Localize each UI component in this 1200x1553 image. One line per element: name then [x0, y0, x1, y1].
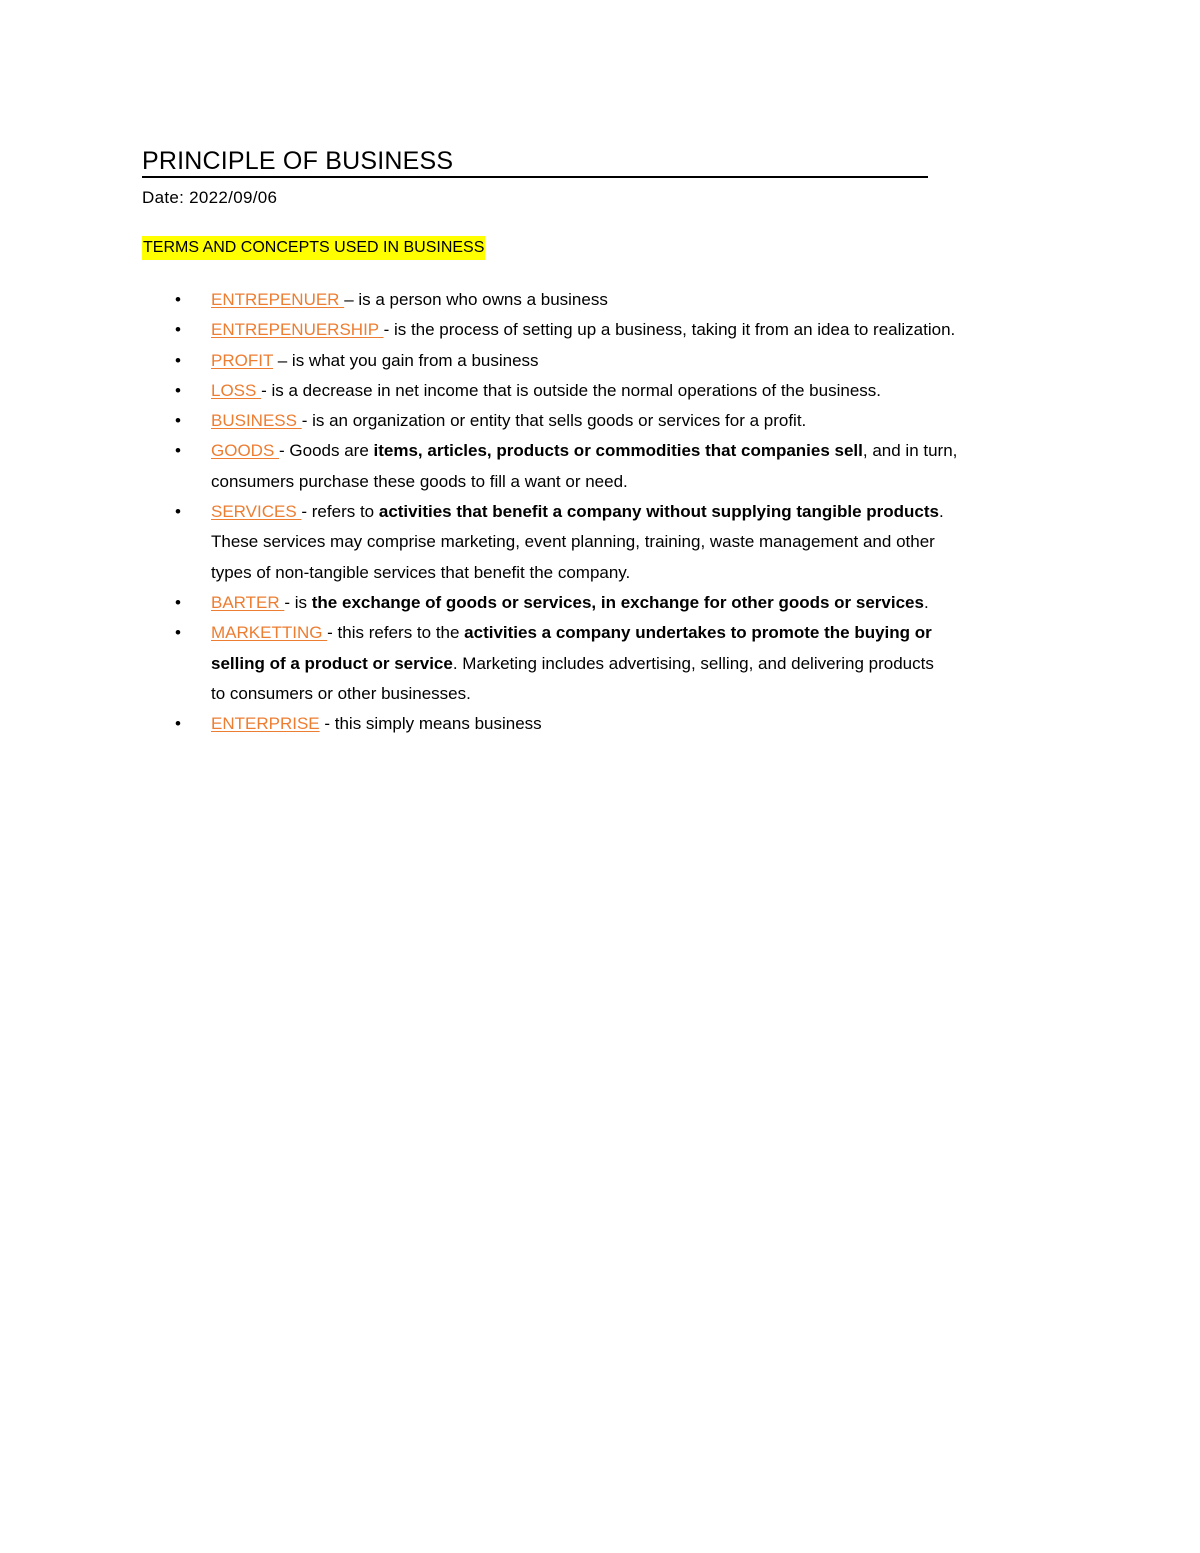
- definition-line: [211, 497, 1072, 527]
- term-label: SERVICES: [211, 502, 302, 522]
- definition-text: - refers to: [301, 502, 379, 522]
- definition-text: - this simply means business: [319, 714, 542, 734]
- list-item: [172, 406, 1072, 436]
- definition-line: [211, 346, 1072, 376]
- section-heading: TERMS AND CONCEPTS USED IN BUSINESS: [142, 236, 485, 260]
- definition-line: [211, 376, 1072, 406]
- bullet-icon: •: [175, 502, 181, 522]
- term-label: ENTREPENUER: [211, 290, 345, 309]
- definition-line: [211, 558, 1072, 588]
- definition-text: - is: [284, 592, 312, 612]
- definition-text: to consumers or other businesses.: [211, 683, 471, 703]
- definition-text: .: [938, 502, 944, 522]
- term-label: ENTREPENUERSHIP: [211, 320, 384, 340]
- definition-text: – is a person who owns a business: [344, 290, 608, 309]
- term-label: BUSINESS: [211, 411, 302, 431]
- definition-text: consumers purchase these goods to fill a want or need.: [211, 471, 628, 491]
- definition-line: [211, 406, 1072, 436]
- term-label: GOODS: [211, 441, 280, 461]
- bullet-icon: •: [175, 441, 181, 461]
- definition-text: – is what you gain from a business: [273, 350, 539, 370]
- definition-line: [211, 527, 1072, 557]
- bullet-icon: •: [175, 380, 181, 400]
- definition-text: - is an organization or entity that sells goods or services for a profit.: [301, 411, 807, 431]
- term-label: BARTER: [211, 592, 285, 612]
- bullet-icon: •: [175, 320, 181, 340]
- definition-bold-text: activities a company undertakes to promote the buying or: [464, 623, 932, 643]
- definition-bold-text: selling of a product or service: [211, 653, 453, 673]
- definition-text: - this refers to the: [327, 623, 465, 643]
- section-heading-wrap: [142, 236, 485, 260]
- definition-line: [211, 467, 1072, 497]
- terms-list: [172, 285, 1072, 739]
- definition-line: [211, 618, 1072, 648]
- definition-bold-text: items, articles, products or commodities that companies sell: [373, 441, 863, 461]
- list-item: [172, 285, 1072, 315]
- list-item: [172, 618, 1072, 709]
- list-item: [172, 376, 1072, 406]
- definition-text: - is a decrease in net income that is outside the normal operations of the business.: [261, 380, 881, 400]
- list-item: [172, 315, 1072, 345]
- bullet-icon: •: [175, 592, 181, 612]
- term-label: MARKETTING: [211, 623, 328, 643]
- definition-text: types of non-tangible services that benefit the company.: [211, 562, 631, 582]
- term-label: LOSS: [211, 380, 262, 400]
- bullet-icon: •: [175, 623, 181, 643]
- definition-line: [211, 436, 1072, 466]
- list-item: [172, 497, 1072, 588]
- list-item: [172, 346, 1072, 376]
- list-item: [172, 709, 1072, 739]
- document-date: Date: 2022/09/06: [142, 188, 278, 207]
- bullet-icon: •: [175, 350, 181, 370]
- term-label: ENTERPRISE: [211, 714, 320, 734]
- bullet-icon: •: [175, 290, 181, 309]
- definition-text: - is the process of setting up a business, taking it from an idea to realization.: [383, 320, 956, 340]
- term-label: PROFIT: [211, 350, 274, 370]
- definition-bold-text: the exchange of goods or services, in exchange for other goods or services: [311, 592, 924, 612]
- bullet-icon: •: [175, 411, 181, 431]
- definition-text: .: [923, 592, 929, 612]
- definition-text: , and in turn,: [862, 441, 958, 461]
- definition-line: [211, 285, 1072, 315]
- definition-text: . Marketing includes advertising, selling, and delivering products: [452, 653, 934, 673]
- definition-text: - Goods are: [279, 441, 374, 461]
- definition-line: [211, 649, 1072, 679]
- definition-line: [211, 588, 1072, 618]
- definition-bold-text: activities that benefit a company without supplying tangible products: [378, 502, 939, 522]
- list-item: [172, 436, 1072, 497]
- definition-line: [211, 679, 1072, 709]
- definition-line: [211, 709, 1072, 739]
- definition-text: These services may comprise marketing, event planning, training, waste management and other: [211, 532, 935, 552]
- bullet-icon: •: [175, 714, 181, 734]
- document-title: PRINCIPLE OF BUSINESS: [142, 146, 928, 178]
- list-item: [172, 588, 1072, 618]
- definition-line: [211, 315, 1072, 345]
